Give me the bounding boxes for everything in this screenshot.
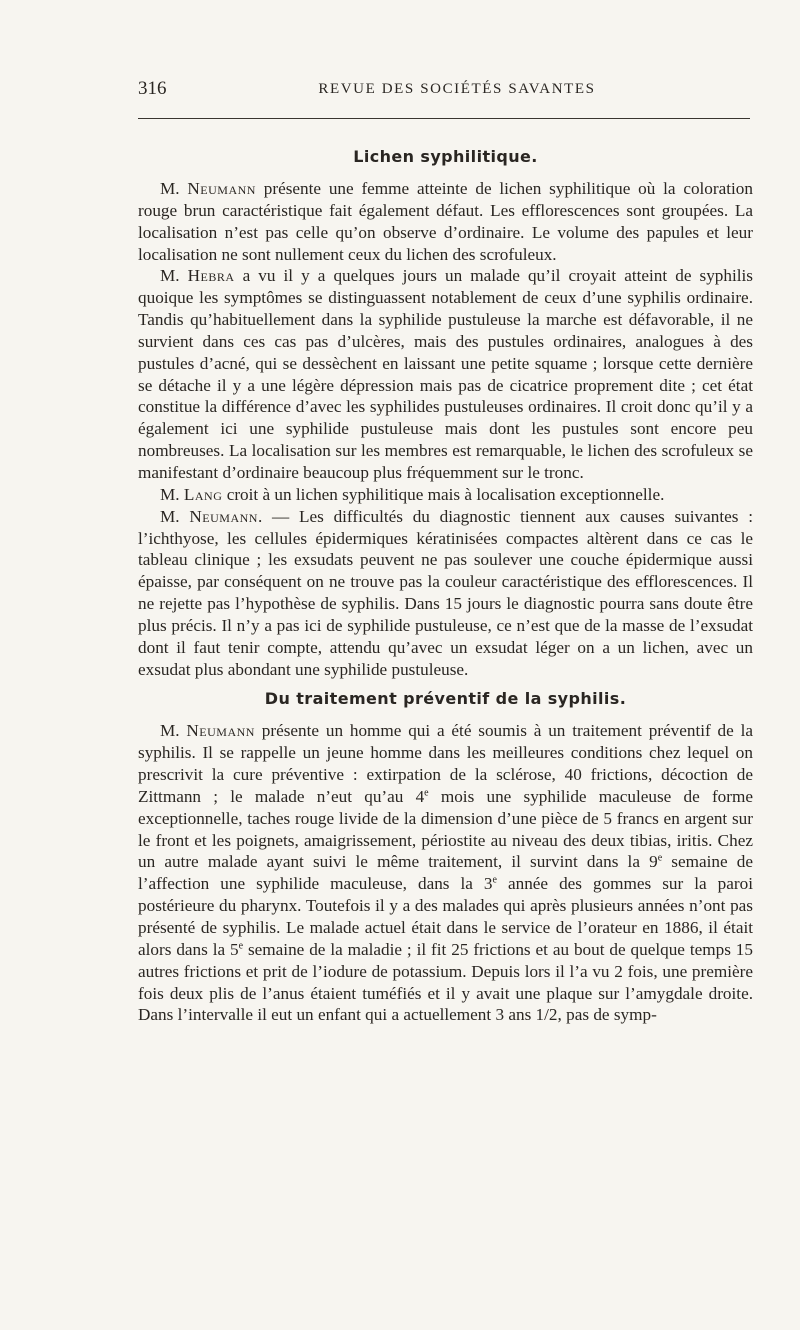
paragraph — [138, 265, 753, 483]
speaker-name: Lang — [183, 484, 223, 504]
article-body — [138, 146, 753, 1026]
speaker-prefix: M. — [160, 506, 190, 526]
paragraph-text: croit à un lichen syphilitique mais à localisation exceptionnelle. — [222, 484, 665, 504]
section-title: Lichen syphilitique. — [353, 147, 538, 166]
paragraph-text: présente une femme atteinte de lichen syphilitique où la coloration rouge brun caractéristique fait également défaut. Les efflorescences sont groupées. La localisation n’est pas celle qu’on observe d’ordinaire. Le volume des papules et leur localisation ne sont nullement ceux du lichen des scrofuleux. — [138, 179, 753, 264]
paragraph-text: semaine de la maladie ; il fit 25 frictions et au bout de quelque temps 15 autres frictions et prit de l’iodure de potassium. Depuis lors il l’a vu 2 fois, une première fois deux plis de l’anus étaient tuméfiés et il y avait une plaque sur l’amygdale droite. Dans l’intervalle il eut un enfant qui a actuellement 3 ans 1/2, pas de symp- — [138, 939, 753, 1025]
paragraph-text: année des gommes sur la paroi postérieure du pharynx. Toutefois il y a des malades qui après plusieurs années n’ont pas présenté de syphilis. Le malade actuel était dans le service de l’orateur en 1886, il était alors dans la 5 — [138, 874, 753, 959]
paragraph — [138, 720, 753, 1026]
running-title: REVUE DES SOCIÉTÉS SAVANTES — [318, 81, 596, 97]
speaker-prefix: M. — [160, 266, 188, 286]
paragraph-text: semaine de l’affection une syphilide maculeuse, dans la 3 — [138, 852, 753, 894]
speaker-prefix: M. — [160, 721, 187, 741]
paragraph-text: présente un homme qui a été soumis à un traitement préventif de la syphilis. Il se rappelle un jeune homme dans les meilleures conditions chez lequel on prescrivit la cure préventive : extirpation de la sclérose, 40 frictions, décoction de Zittmann ; le malade n’eut qu’au 4 — [138, 721, 753, 806]
paragraph-text: a vu il y a quelques jours un malade qu’il croyait atteint de syphilis quoique les symptômes se distinguassent notablement de ceux d’une syphilis ordinaire. Tandis qu’habituellement dans la syphilide pustuleuse la marche est défavorable, il ne survient dans ces cas pas d’ulcères, mais des pustules ordinaires, analogues à des pustules d’acné, qui se dessèchent en laissant une petite squame ; lorsque cette dernière se détache il y a une légère dépression mais pas de cicatrice proprement dite ; cet état constitue la différence d’avec les syphilides pustuleuses ordinaires. Il croit donc qu’il y a également ici une syphilide pustuleuse mais dont les pustules sont encore peu nombreuses. La localisation sur les membres est remarquable, le lichen des scrofuleux se manifestant d’ordinaire beaucoup plus fréquemment sur le tronc. — [138, 266, 753, 482]
speaker-name: Hebra — [187, 266, 235, 286]
page-header — [138, 78, 750, 108]
paragraph — [138, 178, 753, 265]
ordinal-suffix: e — [424, 787, 429, 799]
speaker-name: Neumann — [186, 721, 255, 741]
ordinal-suffix: e — [238, 940, 244, 952]
ordinal-suffix: e — [492, 874, 497, 886]
speaker-prefix: M. — [160, 179, 188, 198]
paragraph-text: mois une syphilide maculeuse de forme exceptionnelle, taches rouge livide de la dimension d’une pièce de 5 francs en argent sur le front et les poignets, amaigrissement, périostite au niveau des deux tibias, iritis. Chez un autre malade ayant suivi le même traitement, il survint dans la 9 — [138, 786, 753, 872]
paragraph — [138, 484, 753, 506]
page-number: 316 — [138, 78, 167, 99]
paragraph — [138, 506, 753, 681]
section-title: Du traitement préventif de la syphilis. — [264, 689, 627, 709]
speaker-prefix: M. — [160, 484, 184, 504]
speaker-name: Neumann — [189, 506, 258, 526]
paragraph-text: . — Les difficultés du diagnostic tiennent aux causes suivantes : l’ichthyose, les cellules épidermiques kératinisées compactes altèrent dans ce cas le tableau clinique ; les exsudats peuvent ne pas soulever une couche épidermique aussi épaisse, par conséquent on ne trouve pas la couleur caractéristique des efflorescences. Il ne rejette pas l’hypothèse de syphilis. Dans 15 jours le diagnostic pourra sans doute être plus précis. Il n’y a pas ici de syphilide pustuleuse, ce n’est que de la masse de l’exsudat dont il faut tenir compte, attendu qu’avec un exsudat léger on a un lichen, avec un exsudat plus abondant une syphilide pustuleuse. — [138, 506, 753, 679]
header-rule — [138, 118, 750, 119]
speaker-name: Neumann — [187, 179, 256, 198]
ordinal-suffix: e — [657, 852, 663, 864]
